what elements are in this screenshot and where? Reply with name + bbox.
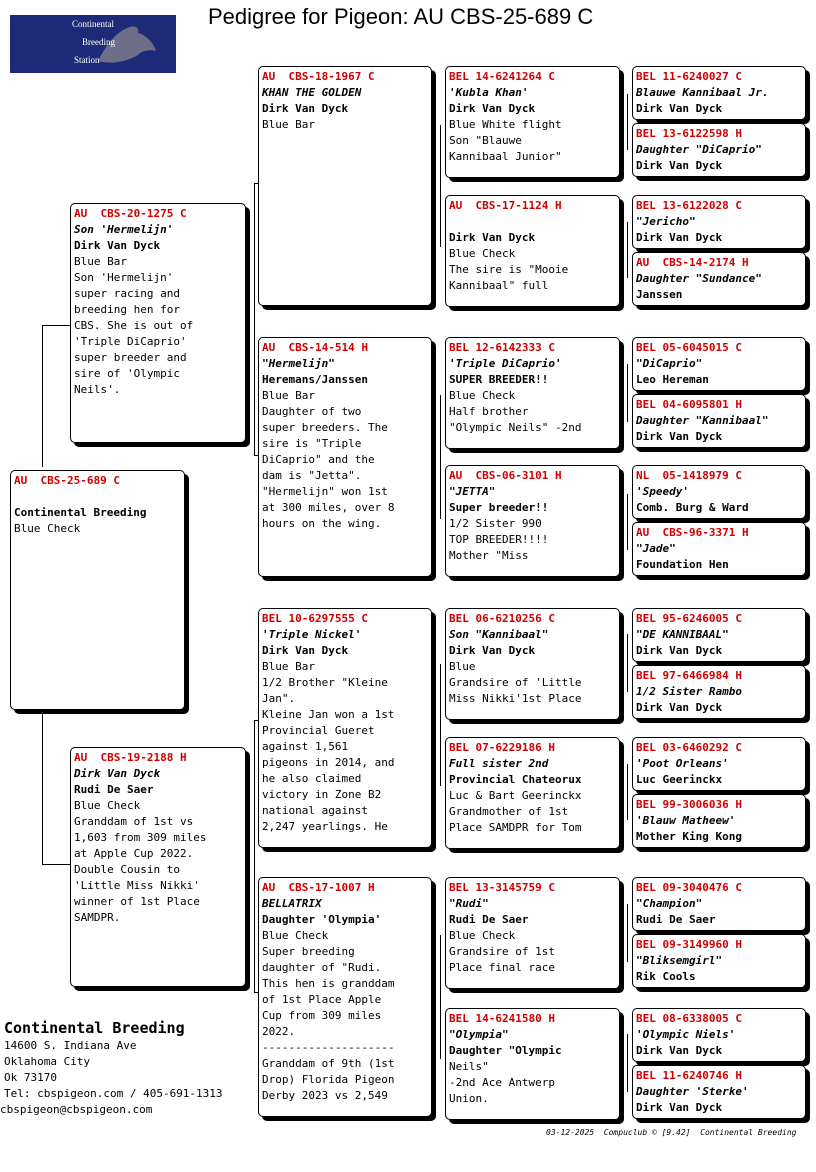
- breeder: Dirk Van Dyck: [449, 644, 536, 657]
- breeder: Dirk Van Dyck: [262, 102, 349, 115]
- breeder: Continental Breeding: [14, 506, 147, 519]
- ring-number: BEL 99-3006036 H: [636, 798, 742, 811]
- ring-number: BEL 03-6460292 C: [636, 741, 742, 754]
- detail-line: Drop) Florida Pigeon: [262, 1073, 395, 1086]
- pigeon-card-g12[interactable]: [632, 794, 806, 848]
- detail-line: winner of 1st Place: [74, 895, 200, 908]
- detail-line: Double Cousin to: [74, 863, 180, 876]
- detail-line: Granddam of 9th (1st: [262, 1057, 395, 1070]
- ring-number: BEL 04-6095801 H: [636, 398, 742, 411]
- pigeon-card-g6[interactable]: [632, 394, 806, 448]
- detail-line: super racing and: [74, 287, 180, 300]
- pigeon-card-g11[interactable]: [632, 737, 806, 791]
- detail-line: Son 'Hermelijn': [74, 271, 174, 284]
- detail-line: hours on the wing.: [262, 517, 382, 530]
- detail-line: Grandsire of 1st: [449, 945, 555, 958]
- ring-number: BEL 97-6466984 H: [636, 669, 742, 682]
- detail-line: Half brother: [449, 405, 529, 418]
- pigeon-card-g9[interactable]: [632, 608, 806, 662]
- detail-line: against 1,561: [262, 740, 349, 753]
- ring-number: BEL 06-6210256 C: [449, 612, 555, 625]
- ring-number: BEL 10-6297555 C: [262, 612, 368, 625]
- detail-line: -2nd Ace Antwerp: [449, 1076, 555, 1089]
- pigeon-name: [14, 489, 181, 505]
- ring-number: BEL 14-6241580 H: [449, 1012, 555, 1025]
- pigeon-card-sds[interactable]: [445, 337, 620, 449]
- detail-line: sire of 'Olympic: [74, 367, 180, 380]
- pigeon-card-subject[interactable]: [10, 470, 185, 710]
- connector-line: [42, 325, 70, 326]
- ring-number: BEL 05-6045015 C: [636, 341, 742, 354]
- detail-line: The sire is "Mooie: [449, 263, 569, 276]
- detail-line: victory in Zone B2: [262, 788, 382, 801]
- pigeon-card-g7[interactable]: [632, 465, 806, 519]
- pigeon-card-dsd[interactable]: [445, 737, 620, 849]
- pigeon-name: Daughter 'Sterke': [636, 1085, 749, 1098]
- pigeon-card-sire[interactable]: [70, 203, 246, 443]
- breeder: Provincial Chateorux: [449, 773, 582, 786]
- pigeon-name: "DiCaprio": [636, 357, 703, 370]
- pigeon-card-sire-dam[interactable]: [258, 337, 432, 577]
- breeder: Leo Hereman: [636, 373, 709, 386]
- breeder: Daughter 'Olympia': [262, 913, 382, 926]
- connector-line: [254, 720, 255, 992]
- pigeon-card-ddd[interactable]: [445, 1008, 620, 1120]
- connector-line: [440, 935, 441, 1059]
- connector-line: [42, 325, 43, 467]
- breeder: Dirk Van Dyck: [636, 102, 723, 115]
- breeder: Rudi De Saer: [449, 913, 529, 926]
- connector-line: [440, 664, 441, 786]
- detail-line: Blue Bar: [262, 660, 315, 673]
- breeder: Luc Geerinckx: [636, 773, 723, 786]
- breeder: Dirk Van Dyck: [636, 644, 723, 657]
- ring-number: BEL 11-6240027 C: [636, 70, 742, 83]
- email-line: cbspigeon@cbspigeon.com: [0, 1103, 153, 1116]
- pigeon-name: "Jericho": [636, 215, 696, 228]
- breeder: Dirk Van Dyck: [636, 1101, 723, 1114]
- detail-line: TOP BREEDER!!!!: [449, 533, 549, 546]
- detail-line: SAMDPR.: [74, 911, 121, 924]
- detail-line: at 300 miles, over 8: [262, 501, 395, 514]
- ring-number: AU CBS-96-3371 H: [636, 526, 749, 539]
- pigeon-name: [449, 214, 616, 230]
- pigeon-card-ssd[interactable]: [445, 195, 620, 307]
- detail-line: Place final race: [449, 961, 555, 974]
- detail-line: Grandsire of 'Little: [449, 676, 582, 689]
- detail-line: Blue Bar: [262, 389, 315, 402]
- detail-line: Blue Check: [14, 522, 81, 535]
- detail-line: Blue Check: [449, 247, 516, 260]
- ring-number: AU CBS-18-1967 C: [262, 70, 375, 83]
- detail-line: This hen is granddam: [262, 977, 395, 990]
- pigeon-name: "Rudi": [449, 897, 489, 910]
- detail-line: Provincial Gueret: [262, 724, 375, 737]
- pigeon-name: 'Kubla Khan': [449, 86, 529, 99]
- pigeon-card-dam-dam[interactable]: [258, 877, 432, 1117]
- pigeon-name: "DE KANNIBAAL": [636, 628, 729, 641]
- pigeon-name: 'Blauw Matheew': [636, 814, 736, 827]
- detail-line: he also claimed: [262, 772, 362, 785]
- pigeon-card-g1[interactable]: [632, 66, 806, 120]
- pigeon-card-dam[interactable]: [70, 747, 246, 987]
- breeder: Rudi De Saer: [636, 913, 716, 926]
- detail-line: Mother "Miss: [449, 549, 529, 562]
- ring-number: BEL 12-6142333 C: [449, 341, 555, 354]
- logo-line-2: Breeding: [82, 37, 115, 47]
- ring-number: BEL 13-6122598 H: [636, 127, 742, 140]
- pigeon-name: BELLATRIX: [262, 897, 322, 910]
- connector-line: [440, 395, 441, 519]
- connector-line: [627, 222, 628, 278]
- detail-line: pigeons in 2014, and: [262, 756, 395, 769]
- breeder: Dirk Van Dyck: [636, 701, 723, 714]
- pigeon-name: Son 'Hermelijn': [74, 223, 174, 236]
- pigeon-card-g15[interactable]: [632, 1008, 806, 1062]
- connector-line: [42, 714, 43, 864]
- connector-line: [627, 494, 628, 550]
- pigeon-card-g2[interactable]: [632, 123, 806, 177]
- connector-line: [627, 1034, 628, 1092]
- breeder: Comb. Burg & Ward: [636, 501, 749, 514]
- breeder: Dirk Van Dyck: [449, 231, 536, 244]
- pigeon-card-g10[interactable]: [632, 665, 806, 719]
- breeder: Dirk Van Dyck: [636, 430, 723, 443]
- detail-line: Derby 2023 vs 2,549: [262, 1089, 388, 1102]
- detail-line: --------------------: [262, 1041, 395, 1054]
- breeder: Dirk Van Dyck: [74, 239, 161, 252]
- breeder: Dirk Van Dyck: [636, 231, 723, 244]
- breeder: Janssen: [636, 288, 683, 301]
- detail-line: daughter of "Rudi.: [262, 961, 382, 974]
- breeder: Dirk Van Dyck: [262, 644, 349, 657]
- page-title: Pedigree for Pigeon: AU CBS-25-689 C: [208, 4, 594, 29]
- detail-line: 'Triple DiCaprio': [74, 335, 187, 348]
- pigeon-card-sss[interactable]: [445, 66, 620, 178]
- pigeon-card-dss[interactable]: [445, 608, 620, 720]
- pigeon-card-g16[interactable]: [632, 1065, 806, 1119]
- detail-line: 2022.: [262, 1025, 296, 1038]
- detail-line: Place SAMDPR for Tom: [449, 821, 582, 834]
- connector-line: [627, 364, 628, 422]
- detail-line: Daughter of two: [262, 405, 362, 418]
- ring-number: NL 05-1418979 C: [636, 469, 742, 482]
- detail-line: Blue Check: [74, 799, 141, 812]
- phone-line: Tel: cbspigeon.com / 405-691-1313: [4, 1087, 223, 1100]
- detail-line: Granddam of 1st vs: [74, 815, 194, 828]
- pigeon-name: "Hermelijn": [262, 357, 335, 370]
- detail-line: dam is "Jetta".: [262, 469, 362, 482]
- connector-line: [627, 764, 628, 820]
- breeder: Rik Cools: [636, 970, 696, 983]
- pigeon-card-dam-sire[interactable]: [258, 608, 432, 848]
- detail-line: of 1st Place Apple: [262, 993, 382, 1006]
- pigeon-card-g8[interactable]: [632, 522, 806, 576]
- detail-line: Union.: [449, 1092, 489, 1105]
- ring-number: AU CBS-14-2174 H: [636, 256, 749, 269]
- breeder: Mother King Kong: [636, 830, 742, 843]
- pigeon-card-sdd[interactable]: [445, 465, 620, 577]
- detail-line: Luc & Bart Geerinckx: [449, 789, 582, 802]
- detail-line: Kannibaal" full: [449, 279, 549, 292]
- detail-line: "Hermelijn" won 1st: [262, 485, 388, 498]
- address-line: Ok 73170: [4, 1071, 57, 1084]
- pigeon-card-dds[interactable]: [445, 877, 620, 989]
- pigeon-name: 'Triple DiCaprio': [449, 357, 562, 370]
- logo-line-3: Station: [74, 55, 100, 65]
- detail-line: Son "Blauwe: [449, 134, 522, 147]
- detail-line: Blue Check: [449, 389, 516, 402]
- ring-number: BEL 13-6122028 C: [636, 199, 742, 212]
- breeder: Rudi De Saer: [74, 783, 154, 796]
- pigeon-card-g4[interactable]: [632, 252, 806, 306]
- pigeon-name: Daughter "Sundance": [636, 272, 762, 285]
- detail-line: national against: [262, 804, 368, 817]
- detail-line: Blue Check: [262, 929, 329, 942]
- breeder: Dirk Van Dyck: [636, 159, 723, 172]
- owner-contact: [0, 1018, 223, 1118]
- ring-number: BEL 09-3149960 H: [636, 938, 742, 951]
- address-line: Oklahoma City: [4, 1055, 91, 1068]
- detail-line: 'Little Miss Nikki': [74, 879, 200, 892]
- print-stamp: 03-12-2025 Compuclub © [9.42] Continental Breeding: [546, 1128, 797, 1137]
- ring-number: AU CBS-17-1007 H: [262, 881, 375, 894]
- connector-line: [440, 125, 441, 247]
- detail-line: Cup from 309 miles: [262, 1009, 382, 1022]
- pigeon-name: "Olympia": [449, 1028, 509, 1041]
- address-line: 14600 S. Indiana Ave: [4, 1039, 137, 1052]
- detail-line: Neils": [449, 1060, 489, 1073]
- pigeon-name: 1/2 Sister Rambo: [636, 685, 742, 698]
- detail-line: CBS. She is out of: [74, 319, 194, 332]
- pigeon-name: KHAN THE GOLDEN: [262, 86, 362, 99]
- ring-number: BEL 13-3145759 C: [449, 881, 555, 894]
- pigeon-name: Daughter "DiCaprio": [636, 143, 762, 156]
- detail-line: Super breeding: [262, 945, 355, 958]
- detail-line: Blue White flight: [449, 118, 562, 131]
- detail-line: Blue Bar: [262, 118, 315, 131]
- ring-number: BEL 08-6338005 C: [636, 1012, 742, 1025]
- detail-line: "Olympic Neils" -2nd: [449, 421, 582, 434]
- detail-line: Neils'.: [74, 383, 121, 396]
- ring-number: AU CBS-19-2188 H: [74, 751, 187, 764]
- ring-number: BEL 14-6241264 C: [449, 70, 555, 83]
- connector-line: [42, 864, 70, 865]
- detail-line: Blue Bar: [74, 255, 127, 268]
- connector-line: [254, 183, 255, 455]
- ring-number: BEL 95-6246005 C: [636, 612, 742, 625]
- pigeon-name: Full sister 2nd: [449, 757, 549, 770]
- pigeon-name: "JETTA": [449, 485, 496, 498]
- pigeon-name: Blauwe Kannibaal Jr.: [636, 86, 769, 99]
- detail-line: Jan".: [262, 692, 296, 705]
- connector-line: [627, 634, 628, 692]
- pigeon-name: 'Speedy': [636, 485, 689, 498]
- pigeon-name: "Jade": [636, 542, 676, 555]
- detail-line: Blue Check: [449, 929, 516, 942]
- detail-line: Kleine Jan won a 1st: [262, 708, 395, 721]
- ring-number: AU CBS-14-514 H: [262, 341, 368, 354]
- breeder: Dirk Van Dyck: [449, 102, 536, 115]
- breeder: SUPER BREEDER!!: [449, 373, 549, 386]
- detail-line: Blue: [449, 660, 476, 673]
- ring-number: AU CBS-06-3101 H: [449, 469, 562, 482]
- pigeon-card-g5[interactable]: [632, 337, 806, 391]
- breeder: Daughter "Olympic: [449, 1044, 562, 1057]
- pigeon-card-g13[interactable]: [632, 877, 806, 931]
- detail-line: Grandmother of 1st: [449, 805, 569, 818]
- ring-number: AU CBS-17-1124 H: [449, 199, 562, 212]
- breeder: Heremans/Janssen: [262, 373, 368, 386]
- ring-number: BEL 09-3040476 C: [636, 881, 742, 894]
- ring-number: BEL 11-6240746 H: [636, 1069, 742, 1082]
- pigeon-name: 'Olympic Niels': [636, 1028, 736, 1041]
- connector-line: [627, 904, 628, 962]
- ring-number: AU CBS-20-1275 C: [74, 207, 187, 220]
- breeder: Super breeder!!: [449, 501, 549, 514]
- pigeon-card-sire-sire[interactable]: [258, 66, 432, 306]
- pigeon-name: "Champion": [636, 897, 703, 910]
- pigeon-name: Son "Kannibaal": [449, 628, 549, 641]
- pigeon-name: 'Triple Nickel': [262, 628, 362, 641]
- detail-line: Kannibaal Junior": [449, 150, 562, 163]
- detail-line: Miss Nikki'1st Place: [449, 692, 582, 705]
- ring-number: AU CBS-25-689 C: [14, 474, 120, 487]
- detail-line: 1/2 Sister 990: [449, 517, 542, 530]
- detail-line: 1/2 Brother "Kleine: [262, 676, 388, 689]
- detail-line: 1,603 from 309 miles: [74, 831, 207, 844]
- pigeon-card-g14[interactable]: [632, 934, 806, 988]
- pigeon-card-g3[interactable]: [632, 195, 806, 249]
- breeder: Dirk Van Dyck: [636, 1044, 723, 1057]
- owner-name: Continental Breeding: [4, 1019, 185, 1037]
- detail-line: at Apple Cup 2022.: [74, 847, 194, 860]
- detail-line: sire is "Triple: [262, 437, 362, 450]
- pigeon-name: Daughter "Kannibaal": [636, 414, 769, 427]
- pigeon-name: "Bliksemgirl": [636, 954, 723, 967]
- pigeon-name: Dirk Van Dyck: [74, 767, 161, 780]
- logo-line-1: Continental: [72, 19, 114, 29]
- detail-line: breeding hen for: [74, 303, 180, 316]
- pigeon-name: 'Poot Orleans': [636, 757, 729, 770]
- detail-line: super breeders. The: [262, 421, 388, 434]
- detail-line: DiCaprio" and the: [262, 453, 375, 466]
- logo: [10, 15, 176, 73]
- ring-number: BEL 07-6229186 H: [449, 741, 555, 754]
- connector-line: [627, 94, 628, 150]
- detail-line: 2,247 yearlings. He: [262, 820, 388, 833]
- breeder: Foundation Hen: [636, 558, 729, 571]
- detail-line: super breeder and: [74, 351, 187, 364]
